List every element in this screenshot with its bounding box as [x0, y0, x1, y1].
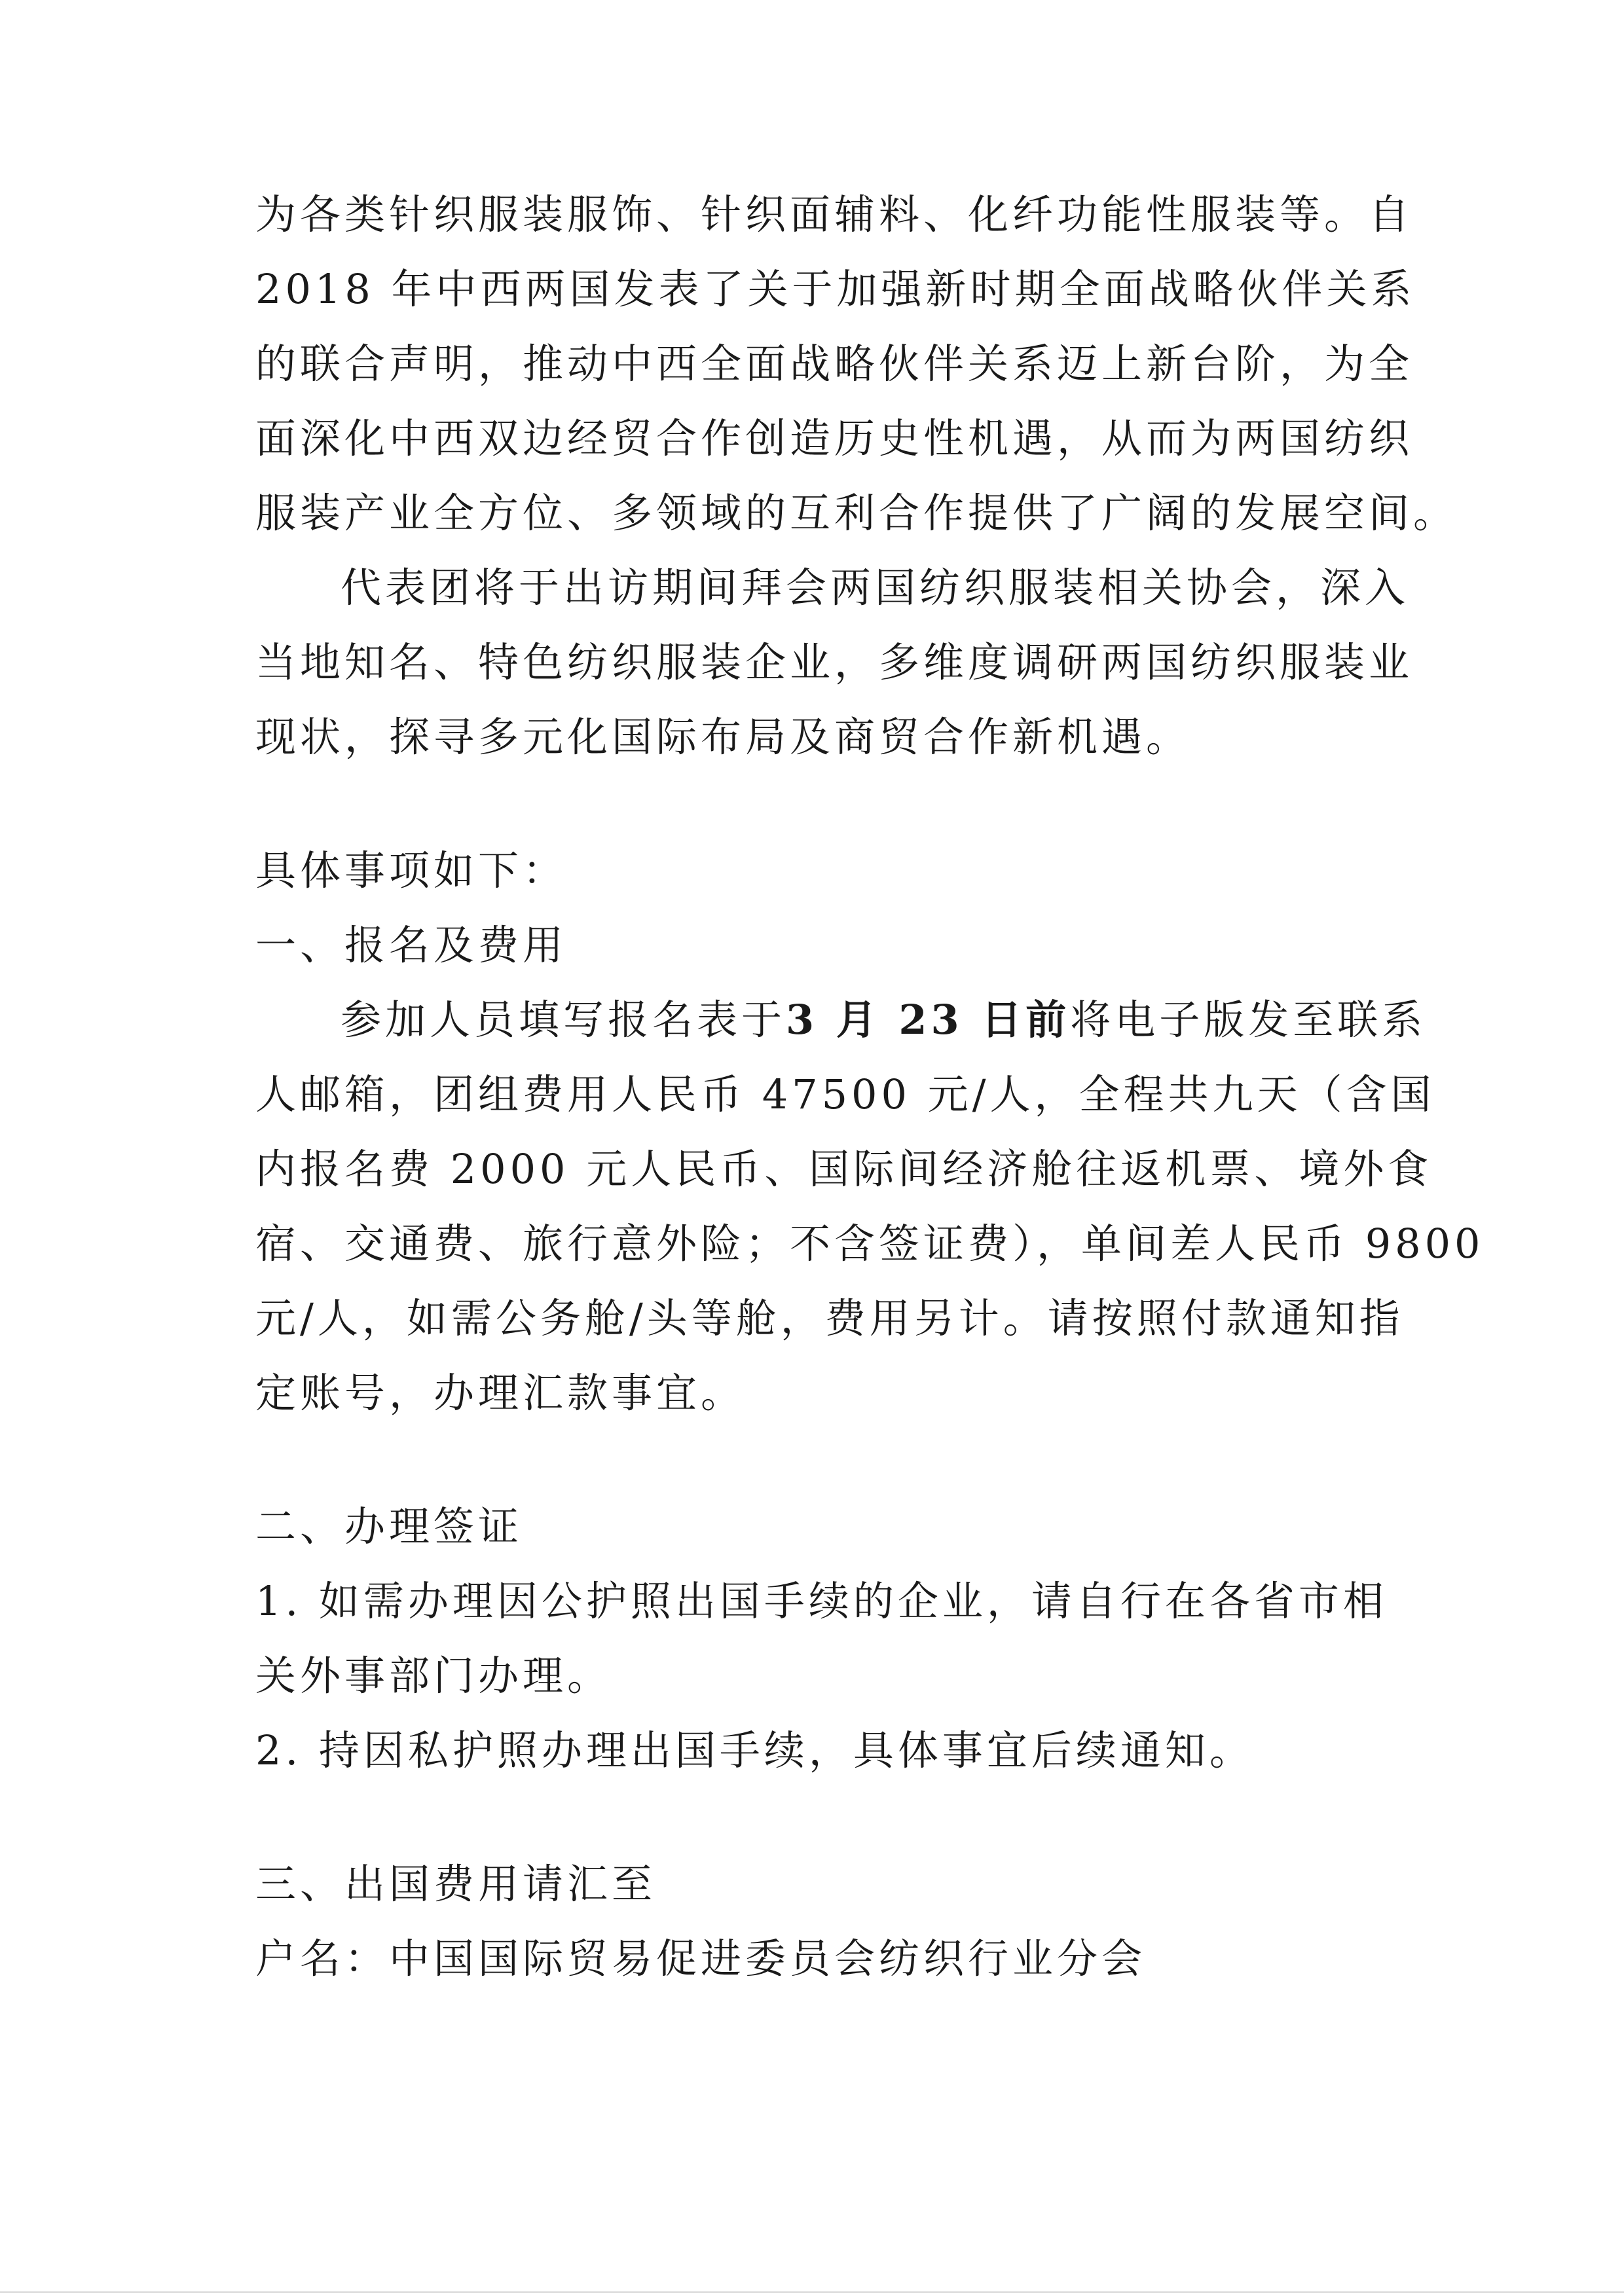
page-bottom-edge: [0, 2291, 1624, 2293]
section-heading-payment: 三、出国费用请汇至: [255, 1860, 657, 1908]
registration-text: 参加人员填写报名表于: [341, 996, 786, 1044]
paragraph-line: 内报名费 2000 元人民币、国际间经济舱往返机票、境外食: [255, 1145, 1433, 1193]
account-name: 户名：中国国际贸易促进委员会纺织行业分会: [255, 1935, 1147, 1982]
registration-text: 将电子版发至联系: [1070, 996, 1427, 1044]
paragraph-line: 面深化中西双边经贸合作创造历史性机遇，从而为两国纺织: [255, 414, 1414, 462]
paragraph-line: 为各类针织服装服饰、针织面辅料、化纤功能性服装等。自: [255, 191, 1414, 238]
section-heading-visa: 二、办理签证: [255, 1503, 523, 1550]
paragraph-line: 定账号，办理汇款事宜。: [255, 1369, 746, 1417]
list-item: 1. 如需办理因公护照出国手续的企业，请自行在各省市相: [255, 1577, 1388, 1625]
paragraph-line: 元/人，如需公务舱/头等舱，费用另计。请按照付款通知指: [255, 1294, 1404, 1342]
deadline-date: 3 月 23 日前: [786, 996, 1071, 1044]
paragraph-line: 服装产业全方位、多领域的互利合作提供了广阔的发展空间。: [255, 489, 1458, 537]
paragraph-line: 人邮箱，团组费用人民币 47500 元/人，全程共九天（含国: [255, 1070, 1435, 1118]
paragraph-line: [341, 994, 1426, 1046]
paragraph-line: 代表团将于出访期间拜会两国纺织服装相关协会，深入: [341, 564, 1410, 611]
paragraph-line: 当地知名、特色纺织服装企业，多维度调研两国纺织服装业: [255, 638, 1414, 686]
paragraph-line: 现状，探寻多元化国际布局及商贸合作新机遇。: [255, 713, 1191, 761]
paragraph-line: 宿、交通费、旅行意外险；不含签证费），单间差人民币 9800: [255, 1220, 1485, 1267]
section-heading-registration: 一、报名及费用: [255, 921, 568, 969]
paragraph-line: 2018 年中西两国发表了关于加强新时期全面战略伙伴关系: [255, 265, 1416, 313]
details-intro: 具体事项如下：: [255, 847, 568, 894]
list-item-continuation: 关外事部门办理。: [255, 1652, 612, 1700]
list-item: 2. 持因私护照办理出国手续，具体事宜后续通知。: [255, 1726, 1254, 1774]
paragraph-line: 的联合声明，推动中西全面战略伙伴关系迈上新台阶，为全: [255, 340, 1414, 388]
